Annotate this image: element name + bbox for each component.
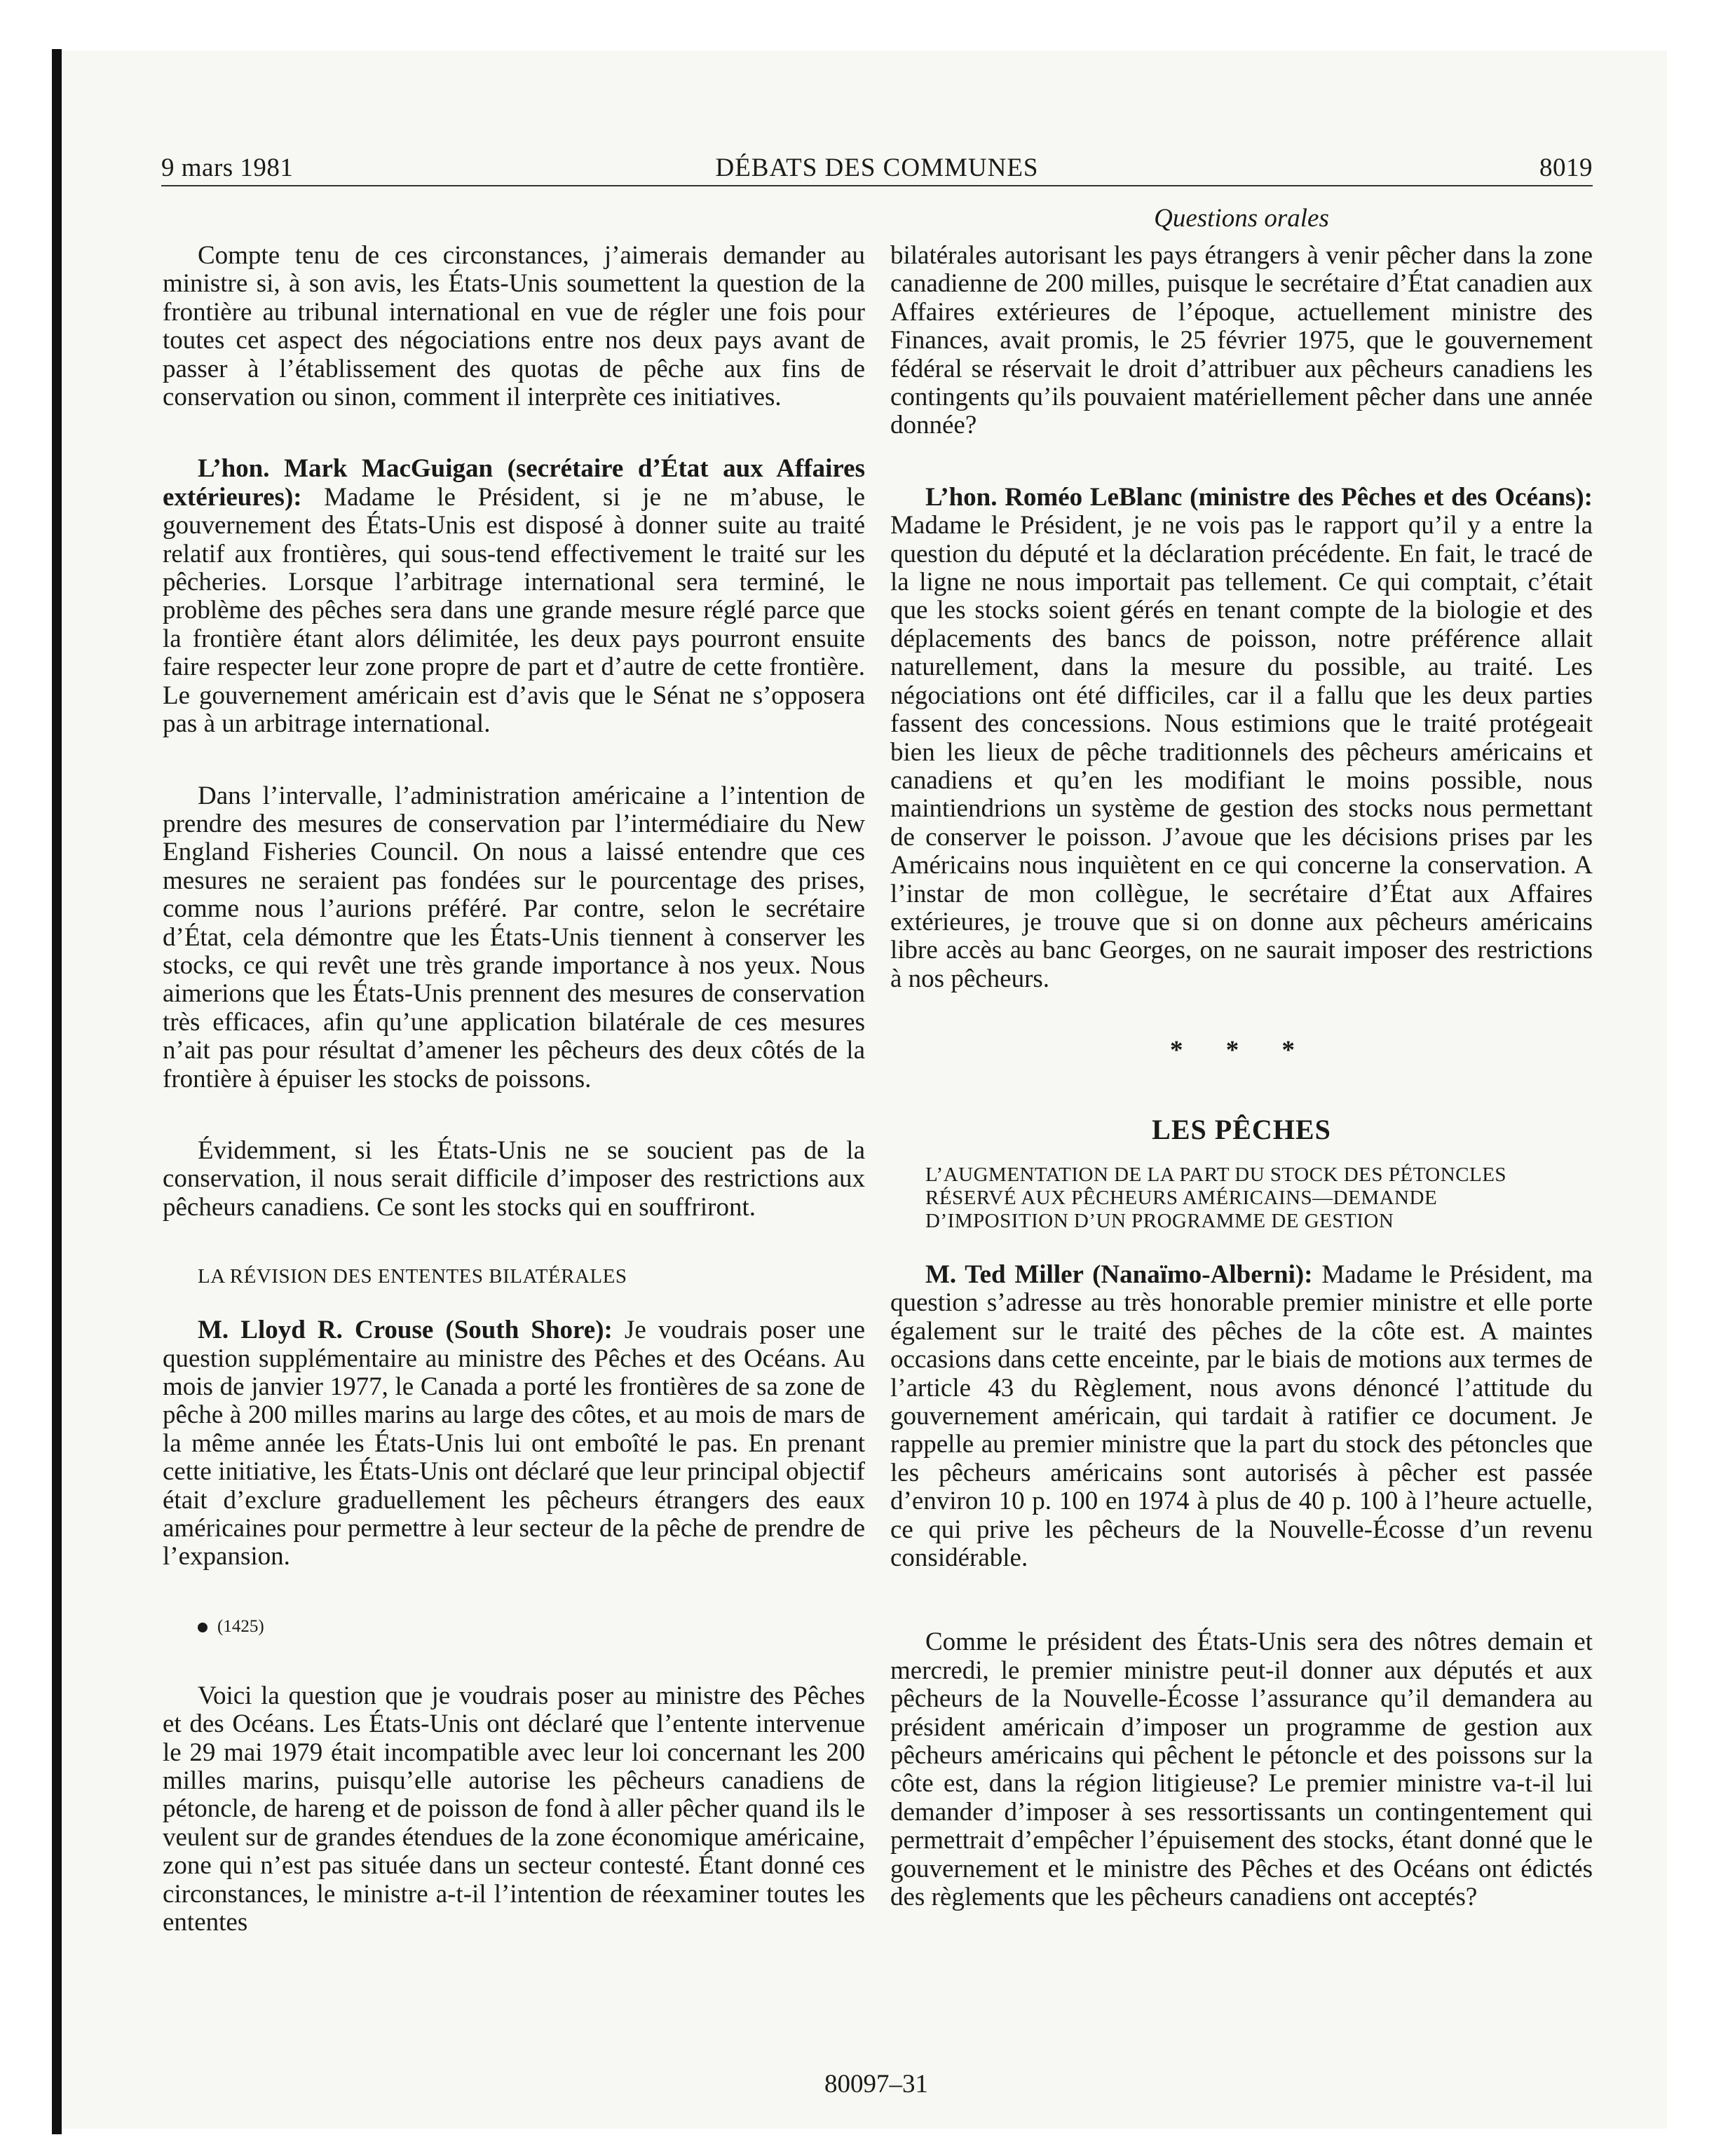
paragraph: Comme le président des États-Unis sera des nôtres demain et mercredi, le premier ministre peut-il donner aux députés et aux pêcheurs de la Nouvelle-Écosse l’assurance qu’il demandera au président américain d’imposer un programme de gestion aux pêcheurs américains qui pêchent le pétoncle et des poissons sur la côte est, dans la région litigieuse? Le premier ministre va-t-il lui demander d’imposer à ses ressortissants un contingentement qui permettrait d’empêcher l’épuisement des stocks, étant donné que le gouvernement et le ministre des Pêches et des Océans ont édictés des règlements que les pêcheurs canadiens ont acceptés?	[890, 1628, 1593, 1912]
scan-binding-edge	[52, 49, 62, 2134]
paragraph	[163, 455, 865, 738]
paragraph: Évidemment, si les États-Unis ne se soucient pas de la conservation, il nous serait difficile d’imposer des restrictions aux pêcheurs canadiens. Ce sont les stocks qui en souffriront.	[163, 1135, 865, 1222]
paragraph: bilatérales autorisant les pays étrangers à venir pêcher dans la zone canadienne de 200 milles, puisque le secrétaire d’État canadien aux Affaires extérieures de l’époque, actuellement ministre des Finances, avait promis, le 25 février 1975, que le gouvernement fédéral se réservait le droit d’attribuer aux pêcheurs canadiens les contingents qu’ils pouvaient matériellement pêcher dans une année donnée?	[890, 241, 1593, 440]
paragraph: Compte tenu de ces circonstances, j’aimerais demander au ministre si, à son avis, les États-Unis soumettent la question de la frontière au tribunal international en vue de régler une fois pour toutes cet aspect des négociations entre nos deux pays avant de passer à l’établissement des quotas de pêche aux fins de conservation ou sinon, comment il interprète ces initiatives.	[163, 241, 865, 412]
header-rule	[161, 185, 1593, 186]
speaker-name: M. Ted Miller (Nanaïmo-Alberni):	[925, 1260, 1313, 1289]
time-marker-text: (1425)	[217, 1616, 264, 1636]
subheading	[890, 1164, 1593, 1233]
header-journal-title: DÉBATS DES COMMUNES	[715, 153, 1039, 182]
speech-text: Madame le Président, ma question s’adresse au très honorable premier ministre et elle porte également sur le traité des pêches de la côte est. A maintes occasions dans cette enceinte, par le biais de motions aux termes de l’article 43 du Règlement, nous avons dénoncé l’attitude du gouvernement américain, qui tardait à ratifier ce document. Je rappelle au premier ministre que la part du stock des pétoncles que les pêcheurs américains sont autorisés à pêcher est passée d’environ 10 p. 100 en 1974 à plus de 40 p. 100 à l’heure actuelle, ce qui prive les pêcheurs de la Nouvelle-Écosse d’un revenu considérable.	[890, 1260, 1593, 1573]
header-date: 9 mars 1981	[161, 153, 294, 182]
bullet-icon	[198, 1623, 207, 1632]
speaker-name: L’hon. Mark MacGuigan (secrétaire d’État aux Affaires extérieures):	[163, 454, 865, 512]
speech-text: Madame le Président, si je ne m’abuse, le gouvernement des États-Unis est disposé à donner suite au traité relatif aux frontières, qui sous-tend effectivement le traité sur les pêcheries. Lorsque l’arbitrage international sera terminé, le problème des pêches sera dans une grande mesure réglé parce que la frontière étant alors délimitée, les deux pays pourront ensuite faire respecter leur zone propre de part et d’autre de cette frontière. Le gouvernement américain est d’avis que le Sénat ne s’opposera pas à un arbitrage international.	[163, 482, 865, 739]
left-column	[163, 242, 865, 1937]
speaker-name: M. Lloyd R. Crouse (South Shore):	[198, 1316, 613, 1345]
subheading: LA RÉVISION DES ENTENTES BILATÉRALES	[198, 1265, 627, 1288]
time-marker	[163, 1615, 865, 1639]
header-page-number: 8019	[1539, 153, 1593, 182]
page-footer-code: 80097–31	[824, 2070, 928, 2099]
paragraph	[890, 484, 1593, 993]
subheading-line: RÉSERVÉ AUX PÊCHEURS AMÉRICAINS—DEMANDE	[925, 1186, 1438, 1209]
paragraph: Dans l’intervalle, l’administration américaine a l’intention de prendre des mesures de conservation par l’intermédiaire du New England Fisheries Council. On nous a laissé entendre que ces mesures ne seraient pas fondées sur le pourcentage des prises, comme nous l’aurions préféré. Par contre, selon le secrétaire d’État, cela démontre que les États-Unis tiennent à conserver les stocks, ce qui revêt une très grande importance à nos yeux. Nous aimerions que les États-Unis prennent des mesures de conservation très efficaces, afin qu’une application bilatérale de ces mesures n’ait pas pour résultat d’amener les pêcheurs des deux côtés de la frontière à épuiser les stocks de poissons.	[163, 781, 865, 1093]
section-title: LES PÊCHES	[1152, 1113, 1331, 1145]
right-column	[890, 242, 1593, 1912]
paragraph	[890, 1261, 1593, 1572]
paragraph: Voici la question que je voudrais poser au ministre des Pêches et des Océans. Les États-Unis ont déclaré que l’entente intervenue le 29 mai 1979 était incompatible avec leur loi concernant les 200 milles marins, puisqu’elle autorise les pêcheurs canadiens de pétoncle, de hareng et de poisson de fond à aller pêcher quand ils le veulent sur de grandes étendues de la zone économique américaine, zone qui n’est pas située dans un secteur contesté. Étant donné ces circonstances, le ministre a-t-il l’intention de réexaminer toutes les ententes	[163, 1681, 865, 1937]
subheading-line: D’IMPOSITION D’UN PROGRAMME DE GESTION	[925, 1209, 1394, 1232]
section-label: Questions orales	[1154, 204, 1329, 233]
speaker-name: L’hon. Roméo LeBlanc (ministre des Pêches et des Océans):	[925, 482, 1593, 512]
subheading-line: L’AUGMENTATION DE LA PART DU STOCK DES PÉTONCLES	[925, 1163, 1507, 1186]
speech-text: Madame le Président, je ne vois pas le rapport qu’il y a entre la question du député et la déclaration précédente. En fait, le tracé de la ligne ne nous importait pas tellement. Ce qui comptait, c’était que les stocks soient gérés en tenant compte de la biologie et des déplacements des bancs de poisson, notre préférence allait naturellement, dans la mesure du possible, au traité. Les négociations ont été difficiles, car il a fallu que les deux parties fassent des concessions. Nous estimions que le traité protégeait bien les lieux de pêche traditionnels des pêcheurs américains et canadiens et qu’en les modifiant le moins possible, nous maintiendrions un système de gestion des stocks nous permettant de conserver le poisson. J’avoue que les décisions prises par les Américains nous inquiètent en ce qui concerne la conservation. A l’instar de mon collègue, le secrétaire d’État aux Affaires extérieures, je trouve que si on donne aux pêcheurs américains libre accès au banc Georges, on ne saurait imposer des restrictions à nos pêcheurs.	[890, 511, 1593, 993]
section-separator: * * *	[1170, 1036, 1313, 1065]
paragraph	[163, 1316, 865, 1571]
speech-text: Je voudrais poser une question supplémentaire au ministre des Pêches et des Océans. Au mois de janvier 1977, le Canada a porté les frontières de sa zone de pêche à 200 milles marins au large des côtes, et au mois de mars de la même année les États-Unis lui ont emboîté le pas. En prenant cette initiative, les États-Unis ont déclaré que leur principal objectif était d’exclure graduellement les pêcheurs étrangers des eaux américaines pour permettre à leur secteur de la pêche de prendre de l’expansion.	[163, 1316, 865, 1571]
